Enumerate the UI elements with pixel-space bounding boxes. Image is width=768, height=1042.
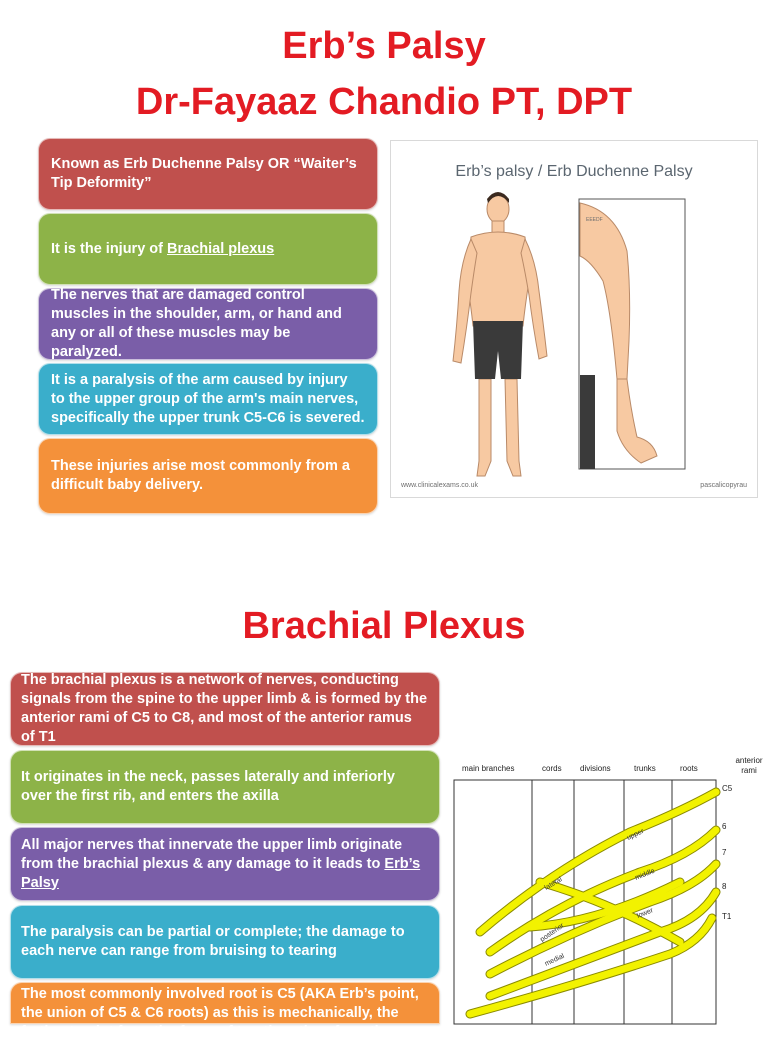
label-posterior: posterior [539, 922, 566, 944]
plexus-box-c5-root [10, 982, 440, 1040]
info-box-known-as [38, 138, 378, 210]
info-box-paralysis [38, 363, 378, 435]
label-lower: lower [636, 907, 655, 920]
info-box-injury [38, 213, 378, 285]
header-roots: roots [680, 764, 698, 773]
root-8: 8 [722, 882, 727, 891]
label-upper: upper [625, 827, 646, 842]
erbs-palsy-figure [390, 140, 758, 498]
info-box-text: It originates in the neck, passes laterally and inferiorly over the first rib, and enters the axilla [21, 769, 395, 804]
info-box-nerves [38, 288, 378, 360]
author-title: Dr-Fayaaz Chandio PT, DPT [135, 81, 633, 123]
plexus-box-origin [10, 750, 440, 824]
info-box-text: The paralysis can be partial or complete; the damage to each nerve can range from bruising to tearing [21, 924, 405, 959]
page-title: Erb’s Palsy [282, 25, 486, 67]
info-box-text: All major nerves that innervate the upper limb originate from the brachial plexus & any damage to it leads to Erb’s Palsy [21, 836, 421, 891]
root-7: 7 [722, 848, 727, 857]
header-trunks: trunks [634, 764, 656, 773]
root-t1: T1 [722, 912, 732, 921]
info-box-text: The nerves that are damaged control muscles in the shoulder, arm, or hand and any or all of these muscles may be paralyzed. [51, 287, 342, 360]
root-c5: C5 [722, 784, 733, 793]
info-box-cause [38, 438, 378, 514]
info-box-text: It is the injury of Brachial plexus [51, 240, 275, 257]
erbs-palsy-link[interactable]: Erb’s Palsy [21, 855, 421, 891]
info-box-text: It is a paralysis of the arm caused by injury to the upper group of the arm's main nerves, specifically the upper trunk C5-C6 is severed. [51, 371, 365, 426]
section-title: Brachial Plexus [242, 605, 526, 647]
brachial-plexus-diagram [450, 752, 768, 1024]
plexus-svg [450, 752, 768, 1024]
body-illustration [391, 141, 759, 499]
header-anterior-rami: anterior rami [735, 756, 763, 775]
figure-title: Erb’s palsy / Erb Duchenne Palsy [455, 163, 693, 180]
plexus-box-definition [10, 672, 440, 746]
arm-label: EEEDF [586, 217, 603, 223]
label-lateral: lateral [543, 876, 564, 892]
brachial-plexus-link[interactable]: Brachial plexus [167, 240, 275, 257]
info-box-text: The most commonly involved root is C5 (AKA Erb’s point, the union of C5 & C6 roots) as this is mechanically, the farthest point from the force of traction; therefore, the [21, 986, 419, 1040]
plexus-box-nerves [10, 827, 440, 901]
header-cords: cords [542, 764, 562, 773]
info-box-text: Known as Erb Duchenne Palsy OR “Waiter’s Tip Deformity” [51, 156, 357, 191]
plexus-box-paralysis [10, 905, 440, 979]
figure-brand: pascalicopyrau [700, 482, 747, 489]
info-box-text: These injuries arise most commonly from a difficult baby delivery. [51, 458, 350, 493]
label-middle: middle [634, 867, 656, 882]
info-box-text: The brachial plexus is a network of nerves, conducting signals from the spine to the upper limb & is formed by the anterior rami of C5 to C8, and most of the anterior ramus of T1 [21, 672, 428, 745]
root-6: 6 [722, 822, 727, 831]
arm-shorts [580, 375, 595, 469]
header-divisions: divisions [580, 764, 611, 773]
label-medial: medial [543, 952, 566, 968]
header-main-branches: main branches [462, 764, 515, 773]
figure-source-url: www.clinicalexams.co.uk [401, 482, 479, 489]
shorts-icon [473, 321, 523, 379]
